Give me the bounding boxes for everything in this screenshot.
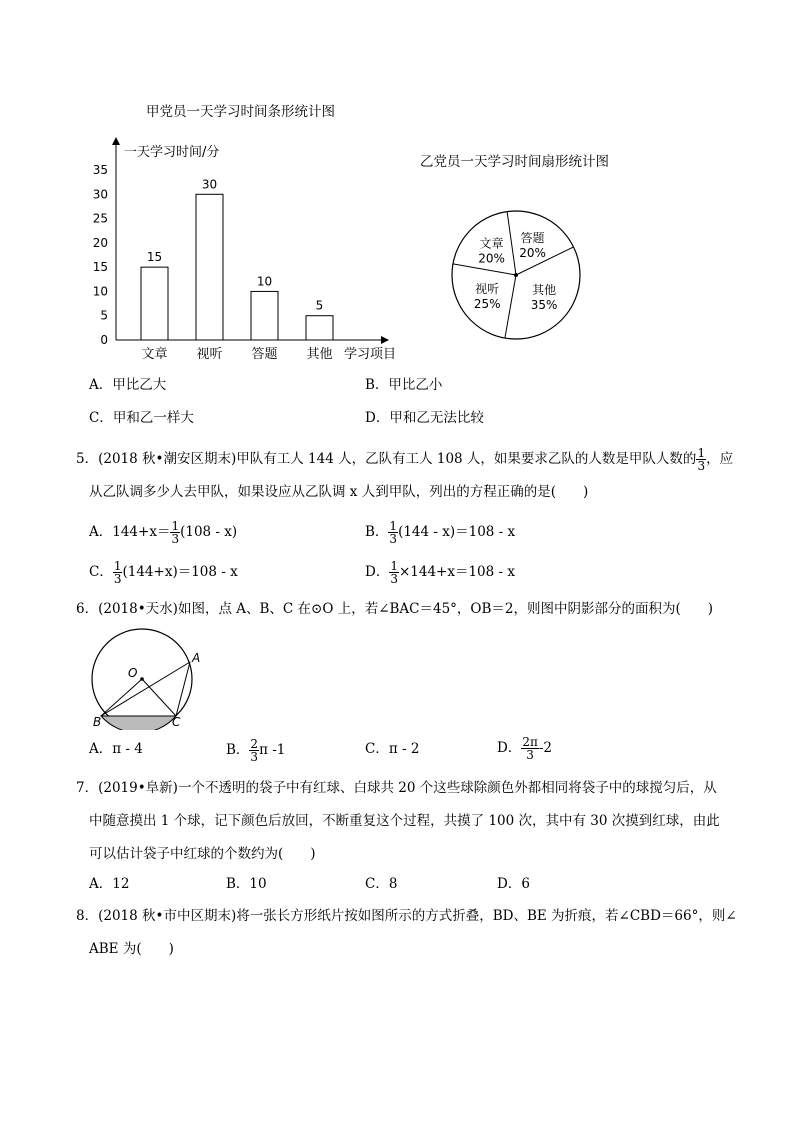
fraction-denominator: 3 (697, 459, 706, 473)
category-label: 答题 (251, 347, 278, 362)
q4-option-d: D．甲和乙无法比较 (365, 410, 484, 426)
pie-slice-value: 20% (478, 251, 505, 266)
q6-option-d (497, 736, 552, 761)
label-a: A (192, 651, 201, 665)
q6-stem: 6．(2018•天水)如图，点 A、B、C 在⊙O 上，若∠BAC＝45°，OB＝2，则图中阴影部分的面积为( ) (76, 601, 714, 617)
q5-b-suffix: (144 - x)＝108 - x (398, 524, 516, 540)
bar-3 (306, 316, 333, 340)
q4-option-b: B．甲比乙小 (365, 377, 443, 393)
fraction-denominator: 3 (113, 572, 122, 586)
fraction-numerator: 1 (389, 519, 398, 533)
pie-slice-label: 答题 (520, 230, 545, 245)
bar-value-label: 10 (256, 274, 273, 289)
label-o: O (128, 666, 138, 680)
fraction-denominator: 3 (526, 748, 534, 762)
pie-slice-value: 25% (473, 297, 501, 312)
y-tick-label: 0 (100, 333, 108, 347)
bar-0 (141, 267, 168, 340)
q7-stem-line1: 7．(2019•阜新)一个不透明的袋子中有红球、白球共 20 个这些球除颜色外都相同将袋子中的球搅匀后，从 (76, 780, 717, 796)
pie-chart (446, 206, 596, 344)
q7-option-d: D．6 (497, 876, 530, 892)
q4-option-c: C．甲和乙一样大 (89, 410, 194, 426)
q5-option-d (365, 560, 515, 585)
pie-slice-value: 20% (519, 245, 546, 260)
q7-option-a: A．12 (89, 876, 130, 892)
bars (141, 177, 333, 362)
q5-d-suffix: ×144+x＝108 - x (398, 564, 515, 580)
q5-stem-line1 (76, 447, 733, 472)
bar-value-label: 15 (146, 250, 163, 265)
q7-stem-line2: 中随意摸出 1 个球，记下颜色后放回，不断重复这个过程，共摸了 100 次，其中有 30 次摸到红球，由此 (89, 813, 720, 829)
q6-b-suffix: π -1 (259, 742, 286, 758)
q6-option-b (226, 738, 285, 763)
q6-b-prefix: B． (226, 742, 250, 758)
q5-a-prefix: A．144+x＝ (89, 524, 171, 540)
pie-slice-label: 其他 (532, 283, 557, 298)
q7-stem-line3: 可以估计袋子中红球的个数约为( ) (89, 846, 316, 862)
q5-option-a (89, 520, 237, 545)
label-c: C (172, 715, 181, 729)
chord-ba (101, 662, 190, 716)
fraction-numerator: 1 (697, 446, 706, 460)
pie-slice-label: 文章 (479, 236, 504, 251)
y-tick-label: 10 (92, 284, 108, 299)
q6-b-fraction (249, 738, 259, 763)
fraction-numerator: 1 (171, 519, 180, 533)
y-tick-label: 20 (92, 235, 108, 250)
fraction-denominator: 3 (389, 532, 398, 546)
bar-value-label: 5 (315, 298, 324, 313)
category-label: 视听 (196, 347, 223, 362)
fraction-numerator: 1 (113, 559, 122, 573)
bar-chart (80, 130, 420, 370)
category-label: 其他 (306, 347, 333, 362)
q5-stem-text-end: ，应 (706, 451, 734, 467)
q6-d-fraction (521, 736, 539, 761)
q7-option-c: C．8 (365, 876, 398, 892)
y-tick-label: 30 (92, 187, 108, 202)
q6-option-a: A．π - 4 (89, 741, 143, 757)
pie-center (514, 273, 518, 277)
q4-option-a: A．甲比乙大 (89, 377, 167, 393)
fraction-numerator: 2π (522, 735, 538, 749)
q5-fraction (696, 447, 706, 472)
shaded-segment (101, 716, 176, 730)
q5-a-suffix: (108 - x) (180, 524, 238, 540)
center-point (140, 677, 144, 681)
q5-a-fraction (170, 520, 180, 545)
x-axis-label: 学习项目 (344, 347, 397, 362)
category-label: 文章 (141, 347, 168, 362)
q6-option-c: C．π - 2 (365, 741, 420, 757)
radius-oc (142, 679, 176, 716)
label-b: B (93, 715, 102, 729)
fraction-denominator: 3 (171, 532, 180, 546)
q5-b-prefix: B． (365, 524, 389, 540)
q5-d-fraction (389, 560, 399, 585)
bar-chart-title: 甲党员一天学习时间条形统计图 (146, 104, 335, 120)
bar-2 (251, 291, 278, 340)
q5-d-prefix: D． (365, 564, 390, 580)
bar-1 (196, 194, 223, 340)
radius-ob (101, 679, 142, 716)
y-tick-label: 15 (92, 260, 108, 275)
fraction-denominator: 3 (390, 572, 398, 586)
q5-b-fraction (388, 520, 398, 545)
pie-chart-title: 乙党员一天学习时间扇形统计图 (420, 154, 609, 170)
pie-slices (452, 211, 580, 339)
bar-value-label: 30 (201, 177, 218, 192)
q6-d-suffix: -2 (538, 740, 553, 756)
fraction-numerator: 1 (390, 559, 398, 573)
q5-c-prefix: C． (89, 564, 113, 580)
q6-circle-figure (84, 628, 214, 730)
y-tick-label: 5 (100, 308, 108, 323)
y-tick-label: 35 (92, 163, 108, 177)
q5-stem-text: 5．(2018 秋•潮安区期末)甲队有工人 144 人，乙队有工人 108 人，如果要求乙队的人数是甲队人数的 (76, 451, 697, 467)
q7-option-b: B．10 (226, 876, 267, 892)
q5-stem-line2: 从乙队调多少人去甲队，如果设应从乙队调 x 人到甲队，列出的方程正确的是( ) (89, 484, 589, 500)
fraction-denominator: 3 (250, 750, 259, 764)
fraction-numerator: 2 (250, 737, 259, 751)
q8-stem-line2: ABE 为( ) (89, 941, 174, 957)
q6-d-prefix: D． (497, 740, 522, 756)
q5-c-suffix: (144+x)＝108 - x (122, 564, 238, 580)
q8-stem-line1: 8．(2018 秋•市中区期末)将一张长方形纸片按如图所示的方式折叠，BD、BE 为折痕，若∠CBD＝66°，则∠ (76, 908, 737, 924)
q5-option-b (365, 520, 515, 545)
pie-slice-label: 视听 (475, 282, 500, 297)
y-ticks (93, 163, 108, 347)
y-tick-label: 25 (92, 211, 108, 226)
y-axis-label: 一天学习时间/分 (124, 145, 220, 160)
q5-option-c (89, 560, 238, 585)
pie-slice-value: 35% (530, 298, 558, 313)
